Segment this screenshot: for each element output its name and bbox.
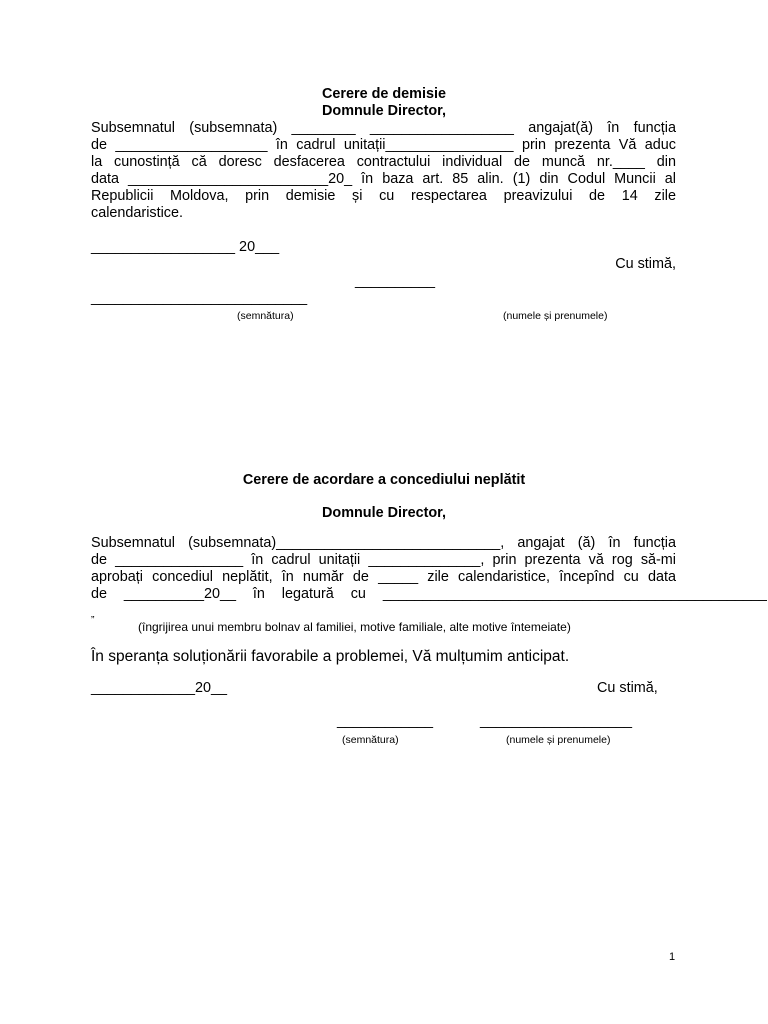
- form1-salutation: Domnule Director,: [322, 103, 446, 119]
- form1-title: Cerere de demisie: [322, 86, 446, 102]
- form2-paragraph-line: de __________20__ în legatură cu ________________________________________________: [91, 586, 767, 602]
- form1-paragraph-line: data _________________________20_ în baza art. 85 alin. (1) din Codul Muncii al: [91, 171, 676, 187]
- form2-title: Cerere de acordare a concediului neplătit: [242, 472, 526, 488]
- form2-paragraph-line: de ________________ în cadrul unitații ______________, prin prezenta vă rog să-mi: [91, 552, 676, 568]
- form1-paragraph-line: Republicii Moldova, prin demisie și cu respectarea preavizului de 14 zile: [91, 188, 676, 204]
- form2-paragraph-line: aprobați concediul neplătit, în număr de _____ zile calendaristice, începînd cu data: [91, 569, 676, 585]
- form1-paragraph-line: de ___________________ în cadrul unitații________________ prin prezenta Vă aduc: [91, 137, 676, 153]
- form1-paragraph-line: Subsemnatul (subsemnata) ________ __________________ angajat(ă) în funcția: [91, 120, 676, 136]
- form2-paragraph-line: Subsemnatul (subsemnata)____________________________, angajat (ă) în funcția: [91, 535, 676, 551]
- form2-signature-caption: (semnătura): [342, 734, 399, 746]
- form2-hope-sentence: În speranța soluționării favorabile a problemei, Vă mulțumim anticipat.: [91, 648, 570, 665]
- form2-blank-name: ___________________: [480, 713, 633, 729]
- form2-small-mark: „: [91, 608, 95, 620]
- form1-blank-short: __________: [355, 273, 436, 289]
- form2-closing: Cu stimă,: [597, 680, 658, 696]
- form2-salutation: Domnule Director,: [322, 505, 446, 521]
- page-number: 1: [669, 951, 676, 963]
- form1-paragraph-line: la cunostință că doresc desfacerea contractului individual de muncă nr.____ din: [91, 154, 676, 170]
- form1-signature-caption: (semnătura): [237, 310, 294, 322]
- form2-name-caption: (numele și prenumele): [506, 734, 611, 746]
- form1-paragraph-line: calendaristice.: [91, 205, 183, 221]
- form2-reasons-caption: (îngrijirea unui membru bolnav al familiei, motive familiale, alte motive întemeiate): [138, 620, 571, 634]
- form1-name-caption: (numele și prenumele): [503, 310, 608, 322]
- form1-blank-long: ___________________________: [91, 290, 308, 306]
- form2-date-line: _____________20__: [91, 680, 228, 696]
- form1-date-line: __________________ 20___: [91, 239, 280, 255]
- form2-blank-signature: ____________: [337, 713, 434, 729]
- form1-closing: Cu stimă,: [615, 256, 676, 272]
